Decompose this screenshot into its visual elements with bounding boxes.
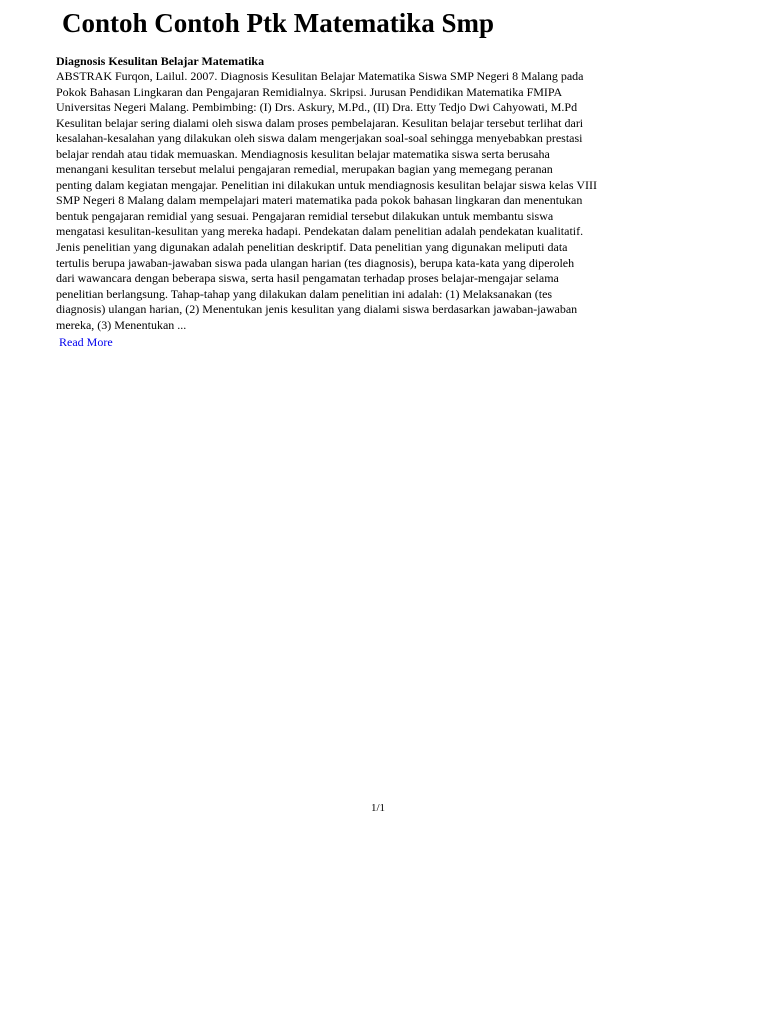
abstract-line: Universitas Negeri Malang. Pembimbing: (I) Drs. Askury, M.Pd., (II) Dra. Etty Tedjo Dwi Cahyowati, M.Pd (56, 100, 578, 115)
abstract-line: Jenis penelitian yang digunakan adalah penelitian deskriptif. Data penelitian yang digunakan meliputi data (56, 240, 568, 255)
page-number: 1/1 (370, 802, 386, 814)
page-title: Contoh Contoh Ptk Matematika Smp (62, 8, 495, 38)
abstract-line: dari wawancara dengan beberapa siswa, serta hasil pengamatan terhadap proses belajar-mengajar selama (56, 271, 559, 286)
abstract-line: SMP Negeri 8 Malang dalam mempelajari materi matematika pada pokok bahasan lingkaran dan menentukan (56, 193, 583, 208)
abstract-line: mereka, (3) Menentukan ... (56, 317, 187, 332)
article-title: Diagnosis Kesulitan Belajar Matematika (56, 54, 265, 68)
abstract-line: kesalahan-kesalahan yang dilakukan oleh siswa dalam mengerjakan soal-soal sehingga menyebabkan prestasi (56, 131, 583, 146)
abstract-line: mengatasi kesulitan-kesulitan yang mereka hadapi. Pendekatan dalam penelitian adalah pendekatan kualitatif. (56, 224, 584, 239)
abstract-line: penting dalam kegiatan mengajar. Penelitian ini dilakukan untuk mendiagnosis kesulitan belajar siswa kelas VIII (56, 177, 597, 192)
abstract-line: diagnosis) ulangan harian, (2) Menentukan jenis kesulitan yang dialami siswa berdasarkan jawaban-jawaban (56, 302, 578, 317)
abstract-line: Pokok Bahasan Lingkaran dan Pengajaran Remidialnya. Skripsi. Jurusan Pendidikan Matematika FMIPA (56, 84, 563, 99)
abstract-line: menangani kesulitan tersebut melalui pengajaran remedial, merupakan bagian yang memegang peranan (56, 162, 553, 177)
abstract-line: ABSTRAK Furqon, Lailul. 2007. Diagnosis Kesulitan Belajar Matematika Siswa SMP Negeri 8 Malang pada (56, 69, 584, 83)
abstract-line: Kesulitan belajar sering dialami oleh siswa dalam proses pembelajaran. Kesulitan belajar tersebut terlihat dari (56, 115, 584, 130)
abstract-line: penelitian berlangsung. Tahap-tahap yang dilakukan dalam penelitian ini adalah: (1) Melaksanakan (tes (56, 286, 553, 301)
article-abstract (56, 69, 660, 333)
abstract-line: tertulis berupa jawaban-jawaban siswa pada ulangan harian (tes diagnosis), berupa kata-kata yang diperoleh (56, 255, 575, 270)
article (56, 54, 660, 333)
read-more-link[interactable]: Read More (59, 335, 113, 349)
abstract-line: bentuk pengajaran remidial yang sesuai. Pengajaran remidial tersebut dilakukan untuk membantu siswa (56, 208, 554, 223)
abstract-line: belajar rendah atau tidak memuaskan. Mendiagnosis kesulitan belajar matematika siswa serta berusaha (56, 146, 550, 161)
